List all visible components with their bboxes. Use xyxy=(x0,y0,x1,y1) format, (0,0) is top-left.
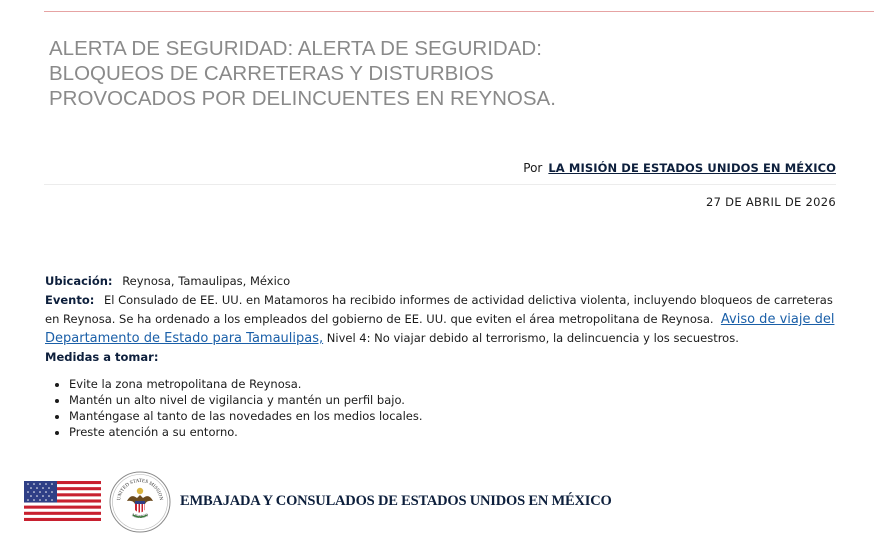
measures-heading xyxy=(45,348,837,367)
list-item: • Preste atención a su entorno. xyxy=(69,424,837,440)
seal-top-text: UNITED STATES MISSION xyxy=(117,478,163,501)
publish-date: 27 DE ABRIL DE 2026 xyxy=(705,195,836,209)
measures-list xyxy=(45,376,837,440)
seal-bottom-text: MEXICO xyxy=(131,512,149,520)
location-line xyxy=(45,272,837,291)
list-item: • Evite la zona metropolitana de Reynosa. xyxy=(69,376,837,392)
embassy-name: EMBAJADA Y CONSULADOS DE ESTADOS UNIDOS EN MÉXICO xyxy=(180,493,612,509)
event-text: El Consulado de EE. UU. en Matamoros ha recibido informes de actividad delictiva violenta, incluyendo bloqueos de carreteras en Reynosa. Se ha ordenado a los empleados del gobierno de EE. UU. que eviten el área metropolitana de Reynosa. xyxy=(45,293,833,326)
byline-prefix: Por xyxy=(523,161,543,175)
byline xyxy=(523,160,836,176)
us-flag-icon xyxy=(24,481,101,521)
travel-advisory-link[interactable]: Aviso de viaje del Departamento de Estado para Tamaulipas, xyxy=(45,312,835,346)
list-item: • Manténgase al tanto de las novedades en los medios locales. xyxy=(69,408,837,424)
location-label: Ubicación: xyxy=(45,274,113,288)
header-separator xyxy=(44,184,836,185)
event-label: Evento: xyxy=(45,293,95,307)
us-mission-seal-icon xyxy=(109,471,171,533)
event-paragraph xyxy=(45,291,837,348)
article-body xyxy=(45,272,837,440)
top-divider xyxy=(44,11,874,12)
author-link[interactable]: LA MISIÓN DE ESTADOS UNIDOS EN MÉXICO xyxy=(548,161,836,175)
list-item: • Mantén un alto nivel de vigilancia y mantén un perfil bajo. xyxy=(69,392,837,408)
site-footer-banner xyxy=(0,460,888,556)
measures-label: Medidas a tomar: xyxy=(45,350,159,364)
page-title: ALERTA DE SEGURIDAD: ALERTA DE SEGURIDAD: BLOQUEOS DE CARRETERAS Y DISTURBIOS PROVOCADOS POR DELINCUENTES EN REYNOSA. xyxy=(49,37,556,110)
location-value: Reynosa, Tamaulipas, México xyxy=(122,274,291,288)
event-tail: Nivel 4: No viajar debido al terrorismo, la delincuencia y los secuestros. xyxy=(326,331,739,345)
